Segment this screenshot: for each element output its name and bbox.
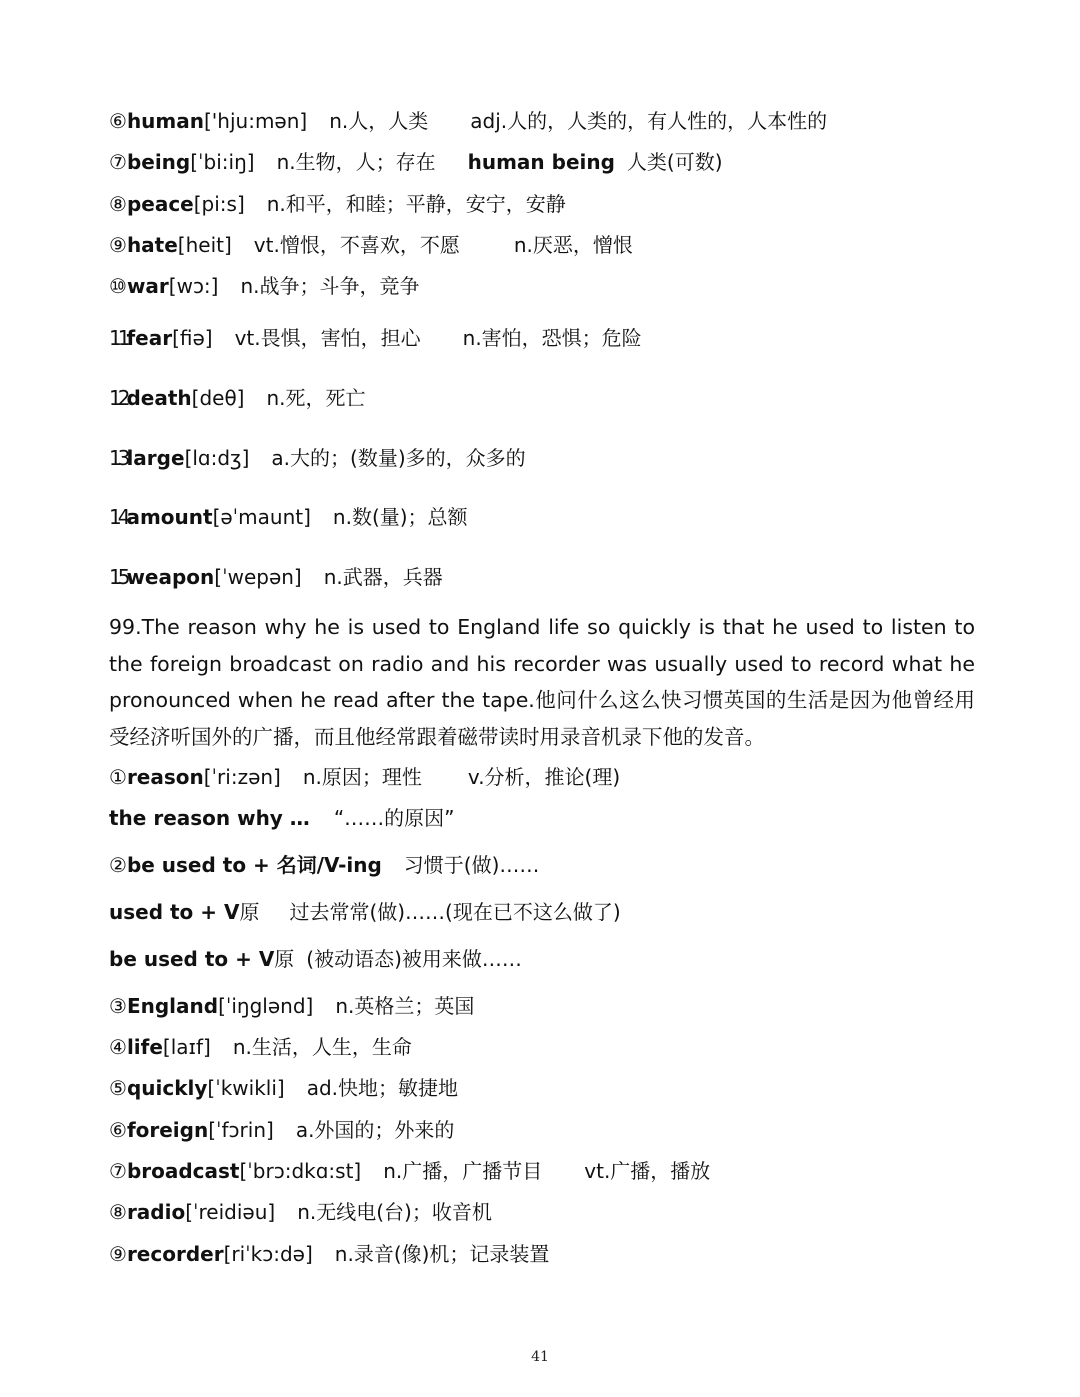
vocab-entry-broadcast: ⑦broadcast[ˈbrɔ:dkɑ:st] n.广播，广播节目 vt.广播，播放 — [109, 1159, 711, 1183]
vocab-pron: [əˈmaunt] — [212, 505, 311, 529]
vocab-def: n.生活，人生，生命 — [232, 1035, 412, 1059]
vocab-def: n.无线电(台)；收音机 — [297, 1200, 492, 1224]
vocab-def: n.死，死亡 — [266, 386, 366, 410]
vocab-word: war — [126, 274, 169, 298]
vocab-def: a.大的；(数量)多的，众多的 — [271, 446, 526, 470]
vocab-def: n.数(量)；总额 — [332, 505, 468, 529]
vocab-word: peace — [126, 192, 194, 216]
phrase-text: be used to + 名词/V-ing — [126, 853, 382, 877]
phrase-def: 习惯于(做)…… — [403, 853, 540, 877]
vocab-entry-human: ⑥human['hju:mən] n.人，人类 adj.人的，人类的，有人性的，人本性的 — [109, 109, 828, 133]
vocab-def-2: n.害怕，恐惧；危险 — [462, 326, 642, 350]
vocab-def-2: vt.广播，播放 — [584, 1159, 711, 1183]
vocab-pron: ['hju:mən] — [204, 109, 308, 133]
phrase-reason-why — [109, 804, 455, 832]
vocab-pron: [ˈbrɔ:dkɑ:st] — [239, 1159, 362, 1183]
vocab-pron: [ˈfɔrin] — [208, 1118, 274, 1142]
vocab-entry-war: ⑩war[wɔ:] n.战争；斗争，竞争 — [109, 274, 420, 298]
vocab-pron: [wɔ:] — [168, 274, 219, 298]
vocab-entry-reason: ①reason[ˈri:zən] n.原因；理性 v.分析，推论(理) — [109, 765, 621, 789]
vocab-entry-recorder: ⑨recorder[riˈkɔ:də] n.录音(像)机；记录装置 — [109, 1242, 550, 1266]
phrase-be-used-to: ②be used to + 名词/V-ing 习惯于(做)…… — [109, 853, 540, 877]
vocab-def: n.英格兰；英国 — [335, 994, 475, 1018]
vocab-phrase: human being — [467, 150, 615, 174]
vocab-pron: [fiə] — [172, 326, 213, 350]
phrase-text: used to + V — [109, 900, 240, 924]
vocab-entry-being: ⑦being[ˈbi:iŋ] n.生物，人；存在 human being 人类(可数) — [109, 150, 723, 174]
vocab-word: recorder — [126, 1242, 224, 1266]
vocab-def: vt.憎恨，不喜欢，不愿 — [253, 233, 460, 257]
vocab-def: ad.快地；敏捷地 — [306, 1076, 459, 1100]
phrase-be-used-to-v: be used to + V原 (被动语态)被用来做…… — [109, 947, 522, 971]
vocab-word: life — [126, 1035, 163, 1059]
sentence-99-paragraph: 99.The reason why he is used to England life so quickly is that he used to listen to the foreign broadcast on radio and his recorder was usually used to record what he pronounced when he read after the tape.他问什么这么快习惯英国的生活是因为他曾经用受经济听国外的广播，而且他经常跟着磁带读时用录音机录下他的发音。 — [109, 615, 975, 749]
page-number: 41 — [531, 1349, 549, 1365]
phrase-text: the reason why … — [109, 806, 310, 830]
vocab-def: n.和平，和睦；平静，安宁，安静 — [266, 192, 566, 216]
vocab-entry-foreign: ⑥foreign[ˈfɔrin] a.外国的；外来的 — [109, 1118, 455, 1142]
vocab-def: n.武器，兵器 — [323, 565, 443, 589]
vocab-word: broadcast — [126, 1159, 240, 1183]
vocab-word: England — [126, 994, 219, 1018]
vocab-pron: [deθ] — [191, 386, 245, 410]
vocab-pron: [ˈri:zən] — [203, 765, 281, 789]
vocab-def: vt.畏惧，害怕，担心 — [234, 326, 421, 350]
vocab-entry-england: ③England[ˈiŋglənd] n.英格兰；英国 — [109, 994, 475, 1018]
vocab-def-2: adj.人的，人类的，有人性的，人本性的 — [470, 109, 828, 133]
vocab-pron: [ˈwepən] — [214, 565, 302, 589]
vocab-word: quickly — [126, 1076, 208, 1100]
vocab-pron: [ˈiŋglənd] — [218, 994, 314, 1018]
vocab-def: n.广播，广播节目 — [383, 1159, 543, 1183]
vocab-pron: [ˈbi:iŋ] — [190, 150, 255, 174]
vocab-def-2: n.厌恶，憎恨 — [513, 233, 633, 257]
vocab-entry-hate: ⑨hate[heit] vt.憎恨，不喜欢，不愿 n.厌恶，憎恨 — [109, 233, 633, 257]
vocab-pron: [heit] — [177, 233, 232, 257]
vocab-pron: [laɪf] — [162, 1035, 211, 1059]
vocab-def: n.战争；斗争，竞争 — [240, 274, 420, 298]
vocab-entry-radio: ⑧radio[ˈreidiəu] n.无线电(台)；收音机 — [109, 1200, 492, 1224]
vocab-word: amount — [126, 505, 213, 529]
vocab-word: large — [126, 446, 185, 470]
vocab-entry-peace: ⑧peace[pi:s] n.和平，和睦；平静，安宁，安静 — [109, 192, 566, 216]
vocab-def: n.生物，人；存在 — [276, 150, 436, 174]
vocab-entry-death: 12death[deθ] n.死，死亡 — [109, 386, 366, 410]
vocab-pron: [riˈkɔ:də] — [223, 1242, 313, 1266]
vocab-pron: [ˈreidiəu] — [185, 1200, 276, 1224]
phrase-def: (被动语态)被用来做…… — [306, 947, 522, 971]
vocab-def-2: 人类(可数) — [626, 150, 723, 174]
phrase-def: “……的原因” — [333, 806, 455, 830]
vocab-entry-fear: 11fear[fiə] vt.畏惧，害怕，担心 n.害怕，恐惧；危险 — [109, 326, 642, 350]
vocab-word: death — [126, 386, 192, 410]
vocab-def-2: v.分析，推论(理) — [467, 765, 621, 789]
vocab-word: fear — [126, 326, 173, 350]
phrase-used-to-v: used to + V原 过去常常(做)……(现在已不这么做了) — [109, 900, 621, 924]
vocab-entry-quickly: ⑤quickly[ˈkwikli] ad.快地；敏捷地 — [109, 1076, 459, 1100]
vocab-def: a.外国的；外来的 — [295, 1118, 455, 1142]
vocab-def: n.人，人类 — [329, 109, 429, 133]
vocab-word: radio — [126, 1200, 186, 1224]
vocab-word: human — [126, 109, 204, 133]
vocab-word: reason — [126, 765, 204, 789]
vocab-def: n.录音(像)机；记录装置 — [334, 1242, 550, 1266]
vocab-word: foreign — [126, 1118, 209, 1142]
vocab-word: weapon — [126, 565, 215, 589]
vocab-entry-large: 13large[lɑ:dʒ] a.大的；(数量)多的，众多的 — [109, 446, 526, 470]
phrase-text: be used to + V — [109, 947, 275, 971]
vocab-pron: [ˈkwikli] — [207, 1076, 285, 1100]
vocab-entry-weapon: 15weapon[ˈwepən] n.武器，兵器 — [109, 565, 443, 589]
vocab-word: hate — [126, 233, 178, 257]
vocab-def: n.原因；理性 — [302, 765, 422, 789]
vocab-entry-life: ④life[laɪf] n.生活，人生，生命 — [109, 1035, 412, 1059]
vocab-pron: [pi:s] — [193, 192, 245, 216]
vocab-pron: [lɑ:dʒ] — [184, 446, 250, 470]
vocab-word: being — [126, 150, 191, 174]
phrase-def: 过去常常(做)……(现在已不这么做了) — [289, 900, 621, 924]
vocab-entry-amount: 14amount[əˈmaunt] n.数(量)；总额 — [109, 505, 468, 529]
